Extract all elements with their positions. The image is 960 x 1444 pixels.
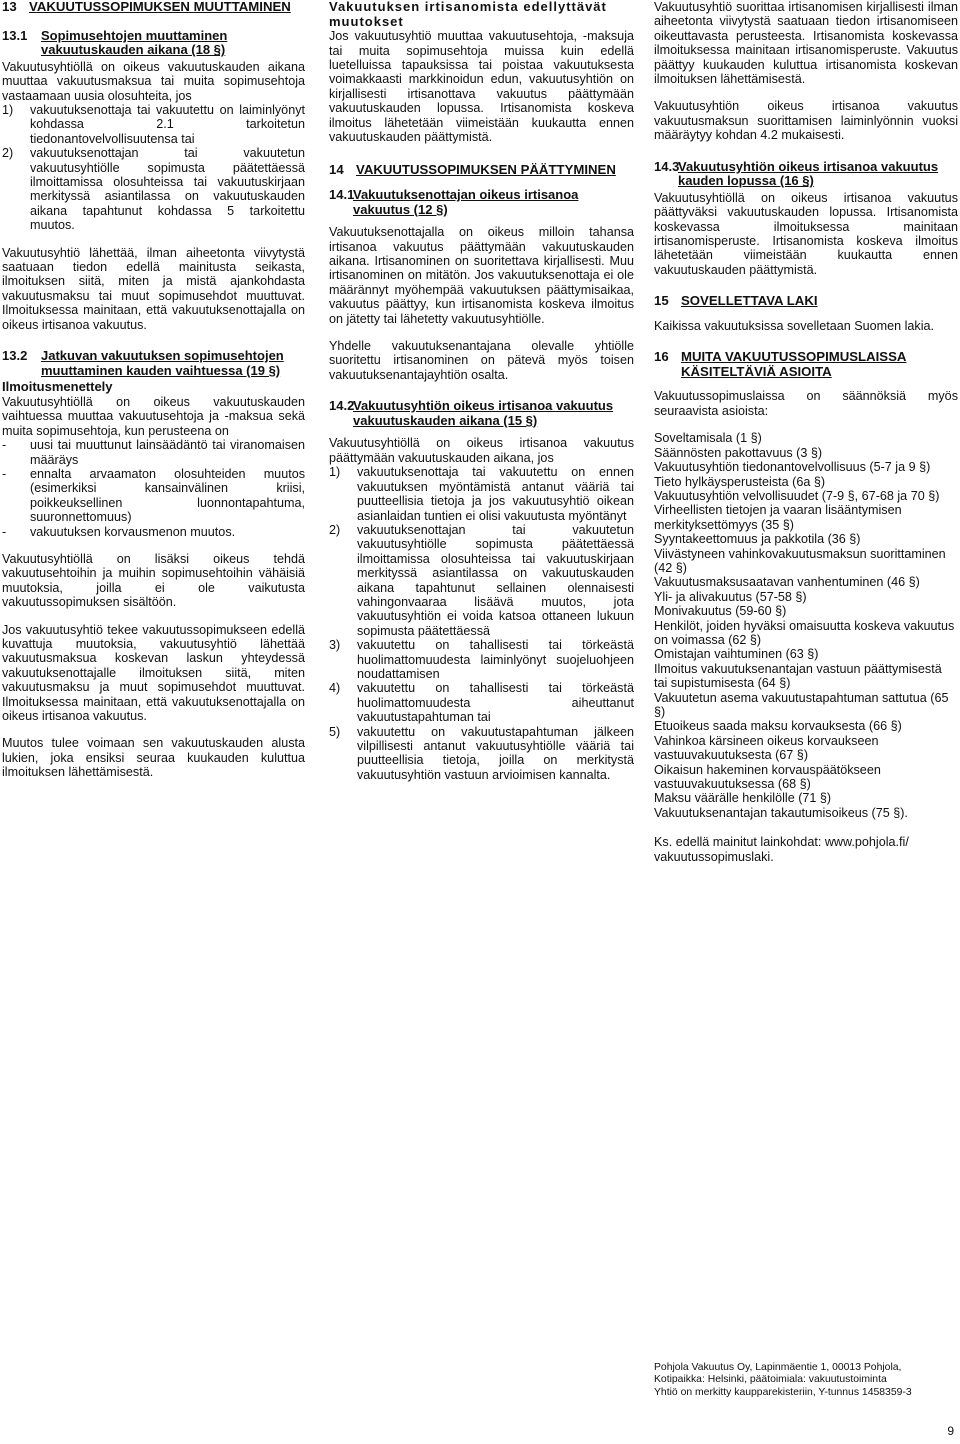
- section-13-heading: [2, 0, 305, 15]
- paragraph: Vakuutusyhtiöllä on lisäksi oikeus tehdä vakuutusehtoihin ja muihin sopimusehtoihin vähäisiä muutoksia, joilla ei ole vaikutusta vakuutussopimuksen sisältöön.: [2, 551, 305, 610]
- column-1: [2, 0, 305, 793]
- section-13-2-heading: [2, 349, 305, 378]
- list-item: Viivästyneen vahinkovakuutusmaksun suorittaminen (42 §): [654, 546, 946, 575]
- list-item: Virheellisten tietojen ja vaaran lisääntymisen merkityksettömyys (35 §): [654, 503, 902, 532]
- list-item: [329, 681, 634, 724]
- section-title: VAKUUTUSSOPIMUKSEN PÄÄTTYMINEN: [356, 162, 616, 178]
- list-item: Vakuutusyhtiön tiedonantovelvollisuus (5-7 ja 9 §): [654, 460, 931, 475]
- footer-line: Pohjola Vakuutus Oy, Lapinmäentie 1, 00013 Pohjola,: [654, 1362, 902, 1373]
- section-13-1-heading: [2, 29, 305, 58]
- list-item: Säännösten pakottavuus (3 §): [654, 445, 823, 460]
- list-item: Syyntakeettomuus ja pakkotila (36 §): [654, 532, 861, 547]
- list-item: Soveltamisala (1 §): [654, 431, 762, 446]
- dash-list: [2, 438, 305, 539]
- page-number: 9: [947, 1424, 954, 1438]
- paragraph: Vakuutusyhtiöllä on oikeus irtisanoa vakuutus päättymään vakuutuskauden aikana, jos: [329, 436, 634, 465]
- paragraph: Kaikissa vakuutuksissa sovelletaan Suomen lakia.: [654, 318, 935, 333]
- list-text: vakuutuksenottajan tai vakuutetun vakuutusyhtiölle sopimusta päätettäessä ilmoittamissa olosuhteissa tai vakuutuskirjaan merkityssä asiantilassa on vakuutuskauden aikana tapahtunut sellainen olennaisesti vahingonvaaraa lisäävä muutos, jota vakuutusyhtiön ei voida katsoa ottaneen lukuun sopimusta päätettäessä: [357, 522, 634, 638]
- list-marker: 3): [329, 638, 341, 653]
- list-text: vakuutuksenottaja tai vakuutettu on ennen vakuutuksen myöntämistä antanut vääriä tai puutteellisia tietoja ja jos vakuutusyhtiö oikean asianlaidan tuntien ei olisi vakuutusta myöntänyt: [357, 465, 634, 523]
- column-2: [329, 0, 634, 795]
- list-text: vakuutettu on vakuutustapahtuman jälkeen vilpillisesti antanut vakuutusyhtiölle vääriä tai puutteellisia tietoja, joilla on merkitystä vakuutusyhtiön vastuun arvioimisen kannalta.: [357, 724, 634, 782]
- section-number: 13.2: [2, 348, 28, 364]
- footer-line: Yhtiö on merkitty kaupparekisteriin, Y-tunnus 1458359-3: [654, 1386, 912, 1398]
- list-item: Ilmoitus vakuutuksenantajan vastuun päättymisestä tai supistumisesta (64 §): [654, 661, 942, 691]
- topic-list: [654, 431, 958, 820]
- list-item: [329, 523, 634, 638]
- list-item: Yli- ja alivakuutus (57-58 §): [654, 589, 807, 604]
- list-marker: 1): [2, 103, 14, 117]
- section-title: SOVELLETTAVA LAKI: [681, 293, 818, 309]
- subheading: Vakuutuksen irtisanomista edellyttävät muutokset: [329, 0, 607, 29]
- list-marker: -: [2, 524, 7, 539]
- list-text: ennalta arvaamaton olosuhteiden muutos (esimerkiksi kansainvälinen kriisi, poikkeuksellinen luonnontapahtuma, suuronnettomuus): [30, 466, 305, 525]
- section-title: Sopimusehtojen muuttaminen vakuutuskauden aikana (18 §): [41, 27, 228, 58]
- footer-line: Kotipaikka: Helsinki, päätoimiala: vakuutustoiminta: [654, 1374, 887, 1386]
- list-item: Etuoikeus saada maksu korvauksesta (66 §): [654, 719, 902, 734]
- list-item: Maksu väärälle henkilölle (71 §): [654, 791, 832, 806]
- section-14-2-heading: [329, 399, 634, 428]
- paragraph: Vakuutusyhtiöllä on oikeus irtisanoa vakuutus päättyväksi vakuutuskauden lopussa. Irtisanomista koskevassa ilmoituksessa mainitaan irtisanomisperuste. Irtisanomista koskeva ilmoitus lähetetään viimeistään kuukautta ennen vakuutuskauden päättymistä.: [654, 190, 958, 277]
- paragraph: Vakuutussopimuslaissa on säännöksiä myös seuraavista asioista:: [654, 389, 958, 418]
- list-marker: 2): [2, 146, 14, 161]
- list-text: vakuutettu on tahallisesti tai törkeästä huolimattomuudesta aiheuttanut vakuutustapahtuman tai: [357, 681, 634, 725]
- section-number: 13.1: [2, 27, 28, 43]
- paragraph: Vakuutuksenottajalla on oikeus milloin tahansa irtisanoa vakuutus päättymään vakuutuskauden aikana. Irtisanominen on suoritettava kirjallisesti. Muu irtisanominen on mitätön. Jos vakuutuksenottaja ei ole määrännyt myöhempää vakuutuksen päättymisaikaa, vakuutus päättyy, kun irtisanomista koskeva ilmoitus on jätetty tai lähetetty vakuutusyhtiölle.: [329, 225, 634, 326]
- section-title: Vakuutusyhtiön oikeus irtisanoa vakuutus kauden lopussa (16 §): [678, 158, 939, 189]
- list-item: [2, 146, 305, 232]
- paragraph: Vakuutusyhtiöllä on oikeus vakuutuskauden aikana muuttaa vakuutusmaksua tai muita sopimusehtoja vastaamaan uusia olosuhteita, jos: [2, 59, 305, 103]
- section-15-heading: [654, 294, 958, 309]
- list-item: Vakuutuksenantajan takautumisoikeus (75 §).: [654, 805, 908, 820]
- list-item: Omistajan vaihtuminen (63 §): [654, 647, 819, 662]
- list-item: Vakuutusyhtiön velvollisuudet (7-9 §, 67-68 ja 70 §): [654, 488, 940, 503]
- company-footer: [654, 1362, 954, 1399]
- section-14-3-heading: [654, 160, 958, 189]
- paragraph: Jos vakuutusyhtiö tekee vakuutussopimukseen edellä kuvattuja muutoksia, vakuutusyhtiö lähettää vakuutusmaksua koskevan laskun yhteydessä vakuutuksenottajalle ilmoituksen siitä, miten vakuutusmaksu ja muut sopimusehdot muuttuvat. Ilmoituksessa mainitaan, että vakuutuksenottajalla on oikeus irtisanoa vakuutus.: [2, 622, 305, 723]
- paragraph: Vakuutusyhtiöllä on oikeus vakuutuskauden vaihtuessa muuttaa vakuutusehtoja ja -maksua sekä muita sopimusehtoja, kun perusteena on: [2, 394, 305, 438]
- list-item: Vakuutetun asema vakuutustapahtuman sattutua (65 §): [654, 690, 949, 719]
- paragraph: Ks. edellä mainitut lainkohdat: www.pohjola.fi/ vakuutussopimuslaki.: [654, 835, 909, 864]
- list-item: Vahinkoa kärsineen oikeus korvaukseen vastuuvakuutuksesta (67 §): [654, 733, 879, 763]
- numbered-list: [329, 465, 634, 782]
- list-marker: 4): [329, 681, 341, 696]
- section-14-heading: [329, 163, 634, 178]
- list-item: [2, 103, 305, 146]
- section-title: Vakuutusyhtiön oikeus irtisanoa vakuutus vakuutuskauden aikana (15 §): [353, 398, 614, 428]
- paragraph: Yhdelle vakuutuksenantajana olevalle yhtiölle suoritettu irtisanominen on pätevä myös toisen vakuutuksenantajayhtiön osalta.: [329, 339, 634, 382]
- section-title: MUITA VAKUUTUSSOPIMUSLAISSA KÄSITELTÄVIÄ ASIOITA: [681, 349, 907, 379]
- section-number: 14.3: [654, 158, 680, 174]
- list-item: [2, 438, 305, 467]
- list-text: vakuutuksen korvausmenon muutos.: [30, 524, 236, 539]
- section-14-1-heading: [329, 188, 634, 217]
- section-number: 16: [654, 349, 669, 365]
- section-number: 14.2: [329, 398, 355, 414]
- section-title: VAKUUTUSSOPIMUKSEN MUUTTAMINEN: [29, 0, 291, 14]
- list-item: Henkilöt, joiden hyväksi omaisuutta koskeva vakuutus on voimassa (62 §): [654, 618, 955, 647]
- list-item: [2, 467, 305, 525]
- list-text: vakuutuksenottajan tai vakuutetun vakuutusyhtiölle sopimusta päätettäessä ilmoittamissa olosuhteissa tai vakuutuskirjaan merkityssä asiantilassa on vakuutuskauden aikana tapahtunut kohdassa 5 tarkoitettu muutos.: [30, 146, 305, 233]
- list-marker: 5): [329, 724, 341, 739]
- section-number: 15: [654, 293, 669, 309]
- section-16-heading: [654, 350, 958, 379]
- list-item: [329, 638, 634, 681]
- list-item: Oikaisun hakeminen korvauspäätökseen vastuuvakuutuksessa (68 §): [654, 762, 881, 792]
- list-item: Tieto hylkäysperusteista (6a §): [654, 474, 826, 489]
- numbered-list: [2, 103, 305, 233]
- list-marker: 2): [329, 522, 341, 537]
- paragraph: Vakuutusyhtiö suorittaa irtisanomisen kirjallisesti ilman aiheetonta viivytystä saatuaan tiedon irtisanomiseen oikeuttavasta perusteesta. Irtisanomista koskevassa ilmoituksessa mainitaan irtisanomisperuste. Vakuutus päättyy kuukauden kuluttua irtisanomista koskevan ilmoituksen lähettämisestä.: [654, 0, 958, 87]
- list-item: [329, 465, 634, 523]
- paragraph: Jos vakuutusyhtiö muuttaa vakuutusehtoja, -maksuja tai muita sopimusehtoja muissa kuin edellä luetelluissa tapauksissa tai poistaa vakuutuksesta voimakkaasti markkinoidun edun, vakuutusyhtiön on kirjallisesti irtisanottava vakuutus päättymään vakuutuskauden lopussa. Irtisanomista koskeva ilmoitus lähetetään viimeistään kuukautta ennen vakuutuskauden päättymistä.: [329, 29, 634, 145]
- list-marker: -: [2, 466, 7, 481]
- list-text: vakuutuksenottaja tai vakuutettu on laiminlyönyt kohdassa 2.1 tarkoitetun tiedonantovelvollisuutensa tai: [30, 103, 305, 146]
- paragraph: Muutos tulee voimaan sen vakuutuskauden alusta lukien, joka ensiksi seuraa kuukauden kuluttua ilmoituksen lähettämisestä.: [2, 736, 305, 780]
- section-number: 13: [2, 0, 17, 14]
- section-number: 14.1: [329, 187, 355, 203]
- list-item: [329, 725, 634, 783]
- list-item: [2, 525, 305, 539]
- section-title: Vakuutuksenottajan oikeus irtisanoa vakuutus (12 §): [353, 187, 579, 217]
- list-text: vakuutettu on tahallisesti tai törkeästä huolimattomuudesta laiminlyönyt suojeluohjeen noudattamisen: [357, 638, 634, 681]
- subheading: Ilmoitusmenettely: [2, 379, 113, 395]
- list-marker: 1): [329, 465, 341, 480]
- section-number: 14: [329, 162, 344, 178]
- paragraph: Vakuutusyhtiö lähettää, ilman aiheetonta viivytystä saatuaan tiedon edellä mainitusta seikasta, ilmoituksen siitä, miten ja mistä ajankohdasta vakuutusmaksu tai muut sopimusehdot muuttuvat. Ilmoituksessa mainitaan, että vakuutuksenottajalla on oikeus irtisanoa vakuutus.: [2, 245, 305, 332]
- section-title: Jatkuvan vakuutuksen sopimusehtojen muuttaminen kauden vaihtuessa (19 §): [41, 348, 284, 378]
- list-text: uusi tai muuttunut lainsäädäntö tai viranomaisen määräys: [30, 438, 305, 467]
- list-item: Vakuutusmaksusaatavan vanhentuminen (46 §): [654, 575, 920, 590]
- column-3: [654, 0, 958, 877]
- list-item: Monivakuutus (59-60 §): [654, 604, 787, 619]
- list-marker: -: [2, 438, 7, 453]
- paragraph: Vakuutusyhtiön oikeus irtisanoa vakuutus vakuutusmaksun suorittamisen laiminlyönnin vuoksi määräytyy kohdan 4.2 mukaisesti.: [654, 99, 958, 143]
